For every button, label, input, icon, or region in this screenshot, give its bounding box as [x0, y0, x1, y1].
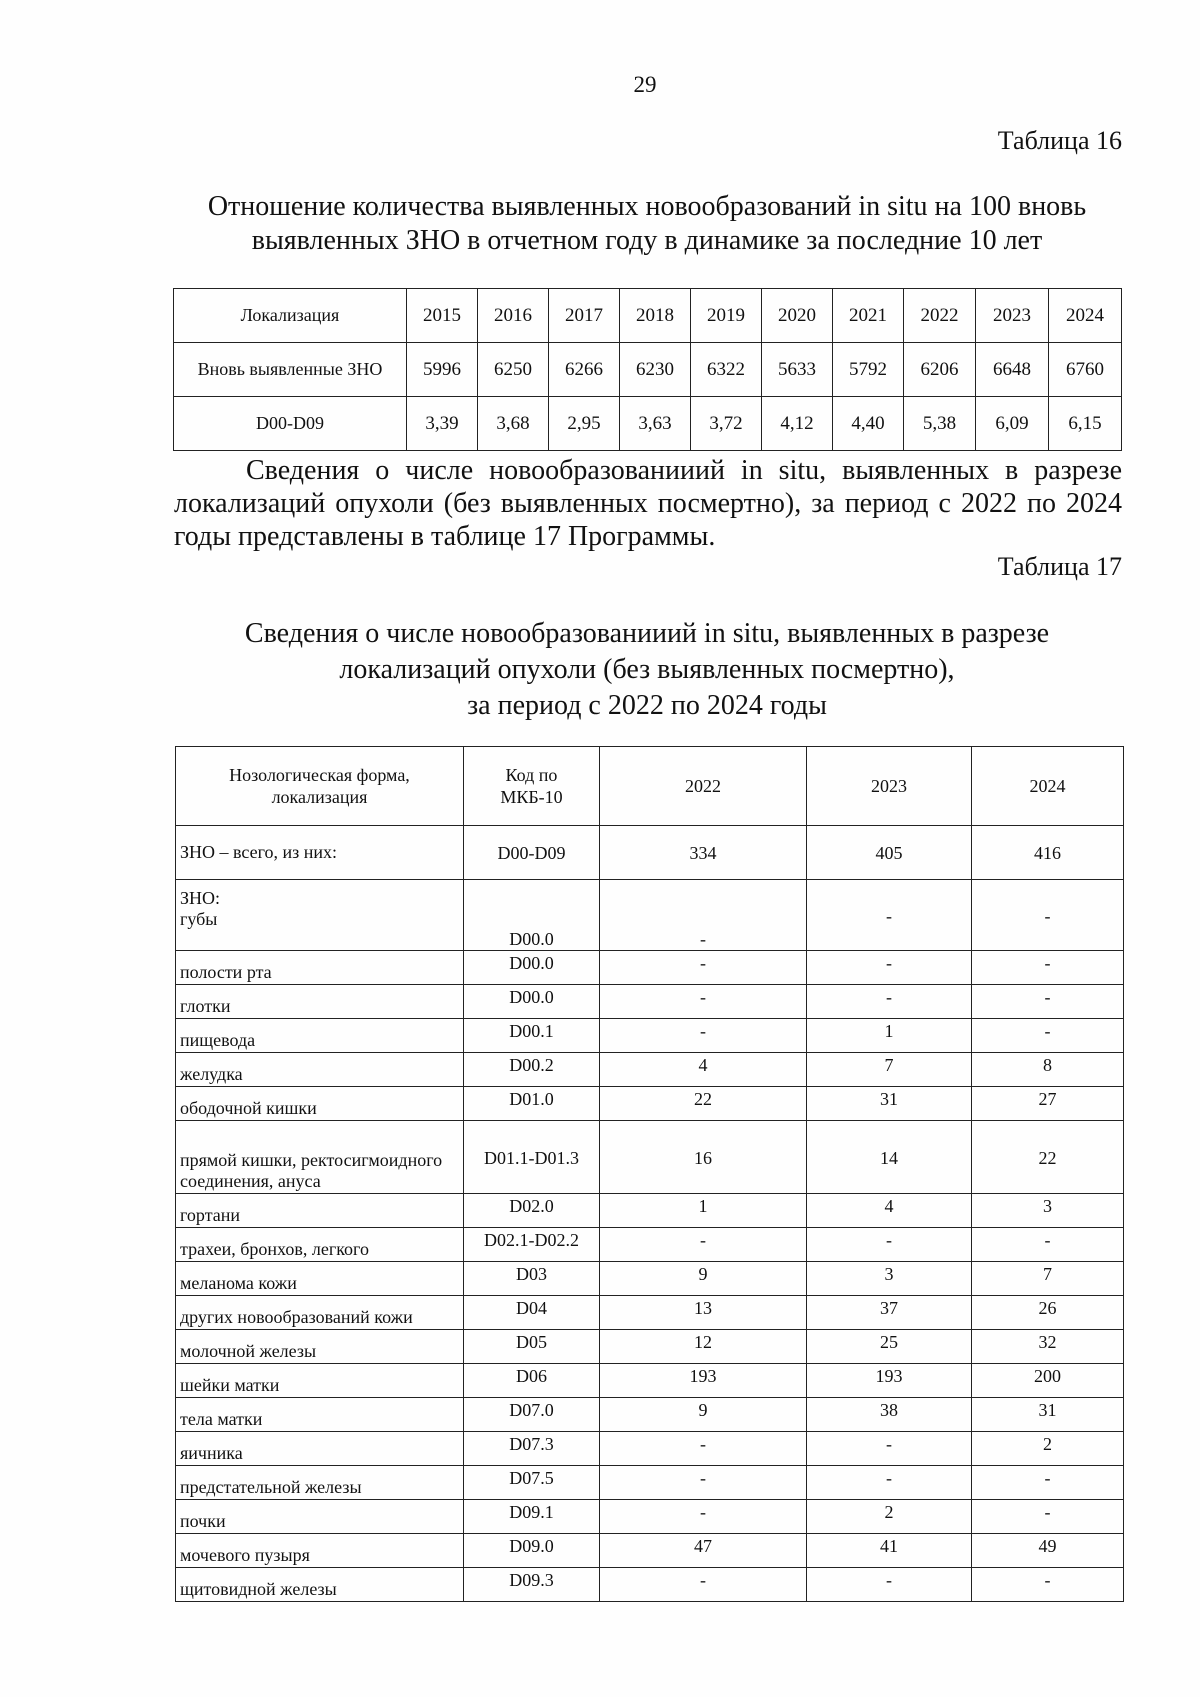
cell-2024: 32: [972, 1330, 1124, 1364]
cell-2023: 25: [807, 1330, 972, 1364]
cell-2023: 7: [807, 1053, 972, 1087]
cell-code: D00.0: [464, 985, 600, 1019]
table-cell: 6250: [478, 343, 549, 397]
table-cell: 2024: [1049, 289, 1122, 343]
cell-2024: 22: [972, 1121, 1124, 1194]
cell-code: D00.2: [464, 1053, 600, 1087]
cell-code: D09.1: [464, 1500, 600, 1534]
table-row: [176, 1500, 1124, 1534]
cell-2022: -: [600, 1019, 807, 1053]
cell-2024: -: [972, 1500, 1124, 1534]
table-row: [176, 1534, 1124, 1568]
table-row: [174, 343, 1122, 397]
table-17: [175, 746, 1124, 1602]
cell-2023: 31: [807, 1087, 972, 1121]
table-cell: 6760: [1049, 343, 1122, 397]
cell-2024: 7: [972, 1262, 1124, 1296]
cell-2022: -: [600, 1432, 807, 1466]
table-cell: 4,40: [833, 397, 904, 451]
table-17-caption: [170, 616, 1124, 724]
cell-2023: 4: [807, 1194, 972, 1228]
table-cell: 6,09: [976, 397, 1049, 451]
table-cell: 2018: [620, 289, 691, 343]
cell-code: D02.0: [464, 1194, 600, 1228]
table-row-section: [176, 880, 1124, 951]
cell-2023: 193: [807, 1364, 972, 1398]
cell-code: D07.0: [464, 1398, 600, 1432]
cell-2023: -: [807, 1568, 972, 1602]
cell-2024: -: [972, 1466, 1124, 1500]
cell-2023: -: [807, 1228, 972, 1262]
table-cell: 6648: [976, 343, 1049, 397]
table-cell: 2,95: [549, 397, 620, 451]
cell-2022: 9: [600, 1262, 807, 1296]
cell-2024: 2: [972, 1432, 1124, 1466]
cell-2024: 416: [972, 826, 1124, 880]
table-cell: 5792: [833, 343, 904, 397]
cell-code: D01.1-D01.3: [464, 1121, 600, 1194]
cell-name: желудка: [176, 1053, 464, 1087]
cell-2023: 38: [807, 1398, 972, 1432]
cell-code: D04: [464, 1296, 600, 1330]
table-row: [176, 1466, 1124, 1500]
cell-2024: 3: [972, 1194, 1124, 1228]
header-cell-form: Нозологическая форма, локализация: [176, 747, 464, 826]
table-row: [176, 1087, 1124, 1121]
header-cell-2022: 2022: [600, 747, 807, 826]
cell-name: прямой кишки, ректосигмоидного соединения, ануса: [176, 1121, 464, 1194]
table-cell: 5,38: [904, 397, 976, 451]
table-row: [176, 951, 1124, 985]
header-cell-2023: 2023: [807, 747, 972, 826]
cell-2022: -: [600, 1568, 807, 1602]
cell-2022: -: [600, 1228, 807, 1262]
cell-2024: 200: [972, 1364, 1124, 1398]
cell-2024: 8: [972, 1053, 1124, 1087]
cell-2023: -: [807, 951, 972, 985]
cell-2022: 22: [600, 1087, 807, 1121]
cell-name: шейки матки: [176, 1364, 464, 1398]
cell-name: молочной железы: [176, 1330, 464, 1364]
table-row: [176, 1194, 1124, 1228]
cell-name: гортани: [176, 1194, 464, 1228]
cell-2022: 47: [600, 1534, 807, 1568]
cell-name: мочевого пузыря: [176, 1534, 464, 1568]
table-header-row: [174, 289, 1122, 343]
header-cell-2024: 2024: [972, 747, 1124, 826]
row-label-cell: Вновь выявленные ЗНО: [174, 343, 407, 397]
cell-code: D07.5: [464, 1466, 600, 1500]
cell-code: D00.0: [464, 951, 600, 985]
cell-code: D09.3: [464, 1568, 600, 1602]
cell-2024: -: [972, 880, 1124, 951]
table-cell: 4,12: [762, 397, 833, 451]
cell-2023: 37: [807, 1296, 972, 1330]
table-cell: 6230: [620, 343, 691, 397]
cell-2023: 14: [807, 1121, 972, 1194]
cell-2023: 1: [807, 1019, 972, 1053]
cell-code: D01.0: [464, 1087, 600, 1121]
cell-2023: -: [807, 880, 972, 951]
cell-2022: 334: [600, 826, 807, 880]
cell-code: D00.1: [464, 1019, 600, 1053]
cell-2023: -: [807, 1466, 972, 1500]
table-cell: 3,72: [691, 397, 762, 451]
cell-code: D06: [464, 1364, 600, 1398]
cell-code: D00.0: [464, 880, 600, 951]
table-cell: 6,15: [1049, 397, 1122, 451]
cell-code: D00-D09: [464, 826, 600, 880]
table-17-label: Таблица 17: [997, 552, 1122, 581]
row-label-cell: D00-D09: [174, 397, 407, 451]
table-row-total: [176, 826, 1124, 880]
cell-code: D05: [464, 1330, 600, 1364]
cell-2022: 1: [600, 1194, 807, 1228]
cell-2022: -: [600, 951, 807, 985]
table-row: [176, 1228, 1124, 1262]
table-cell: 2021: [833, 289, 904, 343]
table-cell: 2015: [407, 289, 478, 343]
table-cell: 3,39: [407, 397, 478, 451]
table-row: [176, 1296, 1124, 1330]
cell-name: меланома кожи: [176, 1262, 464, 1296]
cell-name: ЗНО – всего, из них:: [176, 826, 464, 880]
table-cell: 6206: [904, 343, 976, 397]
table-row: [176, 1053, 1124, 1087]
table-row: [176, 1262, 1124, 1296]
table-cell: 5996: [407, 343, 478, 397]
cell-2022: -: [600, 985, 807, 1019]
page-number: 29: [633, 72, 657, 97]
cell-2024: -: [972, 1228, 1124, 1262]
table-cell: 2019: [691, 289, 762, 343]
table-cell: 2022: [904, 289, 976, 343]
table-cell: 6266: [549, 343, 620, 397]
table-row: [176, 985, 1124, 1019]
table-row: [176, 1019, 1124, 1053]
table-row: [174, 397, 1122, 451]
cell-name: трахеи, бронхов, легкого: [176, 1228, 464, 1262]
table-row: [176, 1330, 1124, 1364]
cell-name: предстательной железы: [176, 1466, 464, 1500]
row-label-cell: Локализация: [174, 289, 407, 343]
cell-name: глотки: [176, 985, 464, 1019]
table-row: [176, 1398, 1124, 1432]
caption-line: локализаций опухоли (без выявленных посмертно),: [339, 654, 955, 685]
table-cell: 5633: [762, 343, 833, 397]
table-row: [176, 1121, 1124, 1194]
table-row: [176, 1568, 1124, 1602]
cell-2024: -: [972, 985, 1124, 1019]
cell-2024: 49: [972, 1534, 1124, 1568]
paragraph-text: Сведения о числе новообразованииий in situ, выявленных в разрезе локализаций опухоли (без выявленных посмертно), за период с 2022 по 2024 годы представлены в таблице 17 Программы.: [174, 455, 1122, 552]
cell-name: других новообразований кожи: [176, 1296, 464, 1330]
cell-2022: -: [600, 1466, 807, 1500]
cell-2024: -: [972, 1019, 1124, 1053]
table-row: [176, 1432, 1124, 1466]
cell-name: ободочной кишки: [176, 1087, 464, 1121]
table-cell: 2020: [762, 289, 833, 343]
table-16-label: Таблица 16: [997, 126, 1122, 155]
cell-2022: -: [600, 1500, 807, 1534]
table-cell: 2023: [976, 289, 1049, 343]
table-cell: 2016: [478, 289, 549, 343]
cell-2024: 31: [972, 1398, 1124, 1432]
cell-code: D07.3: [464, 1432, 600, 1466]
cell-2022: 13: [600, 1296, 807, 1330]
cell-2024: -: [972, 1568, 1124, 1602]
body-paragraph: [174, 454, 1122, 553]
caption-line: Сведения о числе новообразованииий in situ, выявленных в разрезе: [244, 618, 1050, 649]
cell-code: D03: [464, 1262, 600, 1296]
table-16: [173, 288, 1122, 451]
table-cell: 3,63: [620, 397, 691, 451]
cell-name: ЗНО: губы: [176, 880, 464, 951]
cell-2024: -: [972, 951, 1124, 985]
cell-2023: -: [807, 1432, 972, 1466]
table-header-row: [176, 747, 1124, 826]
cell-2023: 3: [807, 1262, 972, 1296]
cell-code: D09.0: [464, 1534, 600, 1568]
cell-2023: 41: [807, 1534, 972, 1568]
table-cell: 2017: [549, 289, 620, 343]
cell-2024: 26: [972, 1296, 1124, 1330]
cell-name: яичника: [176, 1432, 464, 1466]
cell-name: почки: [176, 1500, 464, 1534]
cell-2022: -: [600, 880, 807, 951]
caption-line: за период с 2022 по 2024 годы: [467, 690, 827, 721]
table-16-caption: Отношение количества выявленных новообразований in situ на 100 вновь выявленных ЗНО в отчетном году в динамике за последние 10 лет: [207, 191, 1087, 256]
cell-2023: 2: [807, 1500, 972, 1534]
table-row: [176, 1364, 1124, 1398]
cell-2022: 193: [600, 1364, 807, 1398]
table-cell: 3,68: [478, 397, 549, 451]
cell-name: пищевода: [176, 1019, 464, 1053]
table-cell: 6322: [691, 343, 762, 397]
cell-name: полости рта: [176, 951, 464, 985]
cell-2022: 12: [600, 1330, 807, 1364]
header-cell-code: Код по МКБ-10: [464, 747, 600, 826]
cell-2023: -: [807, 985, 972, 1019]
cell-name: тела матки: [176, 1398, 464, 1432]
cell-2023: 405: [807, 826, 972, 880]
cell-2022: 9: [600, 1398, 807, 1432]
cell-code: D02.1-D02.2: [464, 1228, 600, 1262]
cell-2022: 4: [600, 1053, 807, 1087]
cell-2022: 16: [600, 1121, 807, 1194]
cell-2024: 27: [972, 1087, 1124, 1121]
cell-name: щитовидной железы: [176, 1568, 464, 1602]
